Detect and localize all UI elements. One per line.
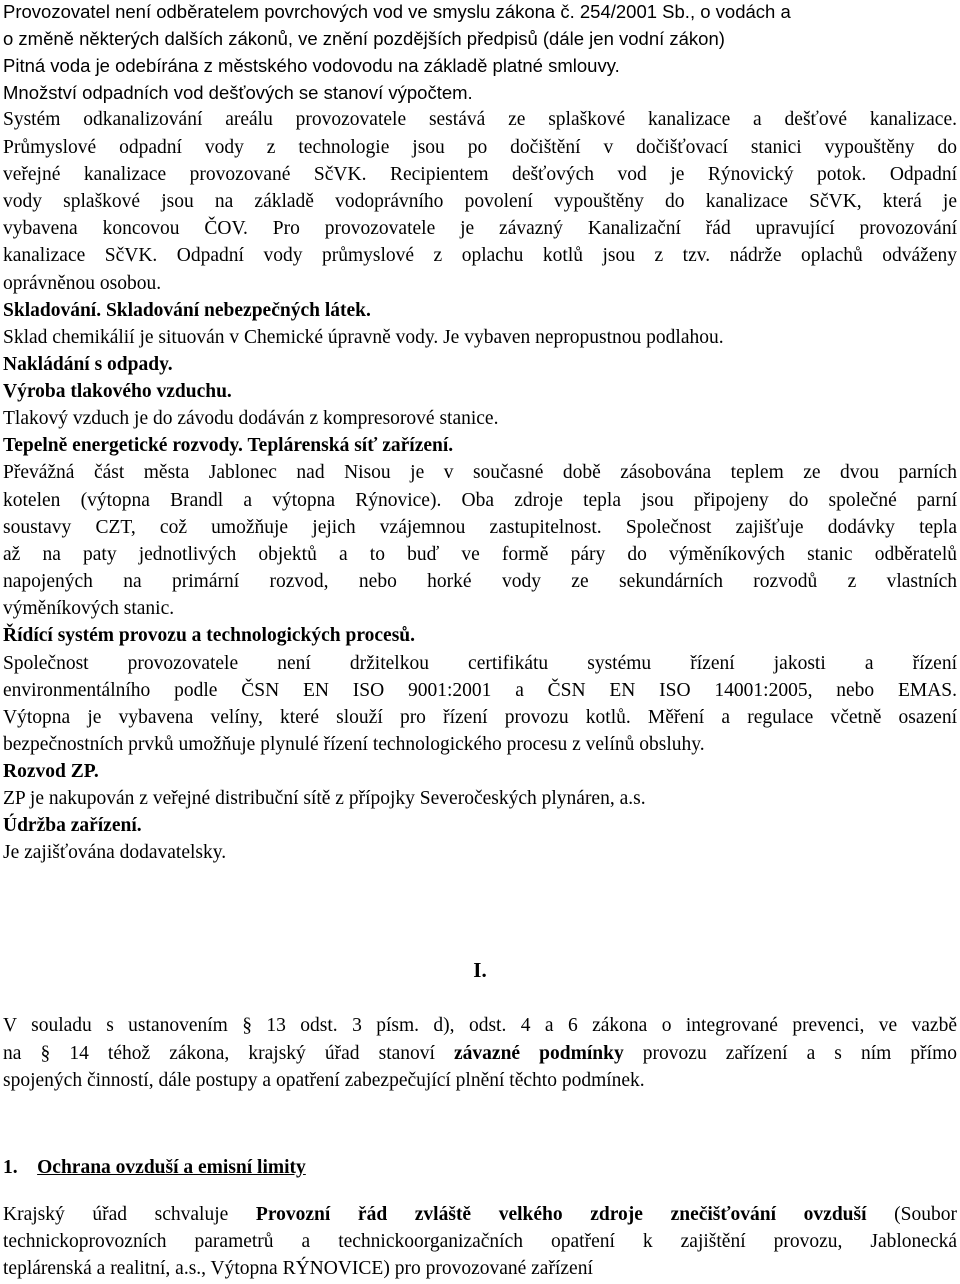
text-line: výměníkových stanic. xyxy=(3,598,175,619)
section-heading: Nakládání s odpady. xyxy=(3,354,173,375)
text-line: Pitná voda je odebírána z městského vodovodu na základě platné smlouvy. xyxy=(3,55,620,76)
text-line: Průmyslové odpadní vody z technologie jsou po dočištění v dočišťovací stanici vypouštěny do xyxy=(3,137,957,158)
bold-term: závazné podmínky xyxy=(454,1043,624,1064)
text-line: Sklad chemikálií je situován v Chemické úpravně vody. Je vybaven nepropustnou podlahou. xyxy=(3,327,724,348)
text-line: teplárenská a realitní, a.s., Výtopna RÝNOVICE) pro provozované zařízení xyxy=(3,1258,593,1279)
section-heading: Údržba zařízení. xyxy=(3,815,142,836)
bold-term: Provozní řád zvláště velkého zdroje znečišťování ovzduší xyxy=(255,1204,867,1225)
text-span: provozu zařízení a s ním přímo xyxy=(623,1043,957,1064)
text-span: na § 14 téhož zákona, krajský úřad stanoví xyxy=(3,1043,455,1064)
section-heading: Rozvod ZP. xyxy=(3,761,99,782)
text-line: napojených na primární rozvod, nebo horké vody ze sekundárních rozvodů z vlastních xyxy=(3,571,957,592)
text-line: vybavena koncovou ČOV. Pro provozovatele je závazný Kanalizační řád upravující provozování xyxy=(3,218,957,239)
text-line: o změně některých dalších zákonů, ve znění pozdějších předpisů (dále jen vodní zákon) xyxy=(3,28,725,49)
text-line: veřejné kanalizace provozované SčVK. Recipientem dešťových vod je Rýnovický potok. Odpadní xyxy=(3,164,957,185)
text-line: Společnost provozovatele není držitelkou certifikátu systému řízení jakosti a řízení xyxy=(3,653,957,674)
text-line: environmentálního podle ČSN EN ISO 9001:2001 a ČSN EN ISO 14001:2005, nebo EMAS. xyxy=(3,680,957,701)
text-span: (Soubor xyxy=(866,1204,958,1225)
section-heading: Výroba tlakového vzduchu. xyxy=(3,381,232,402)
section-heading: Řídící systém provozu a technologických procesů. xyxy=(3,625,416,646)
roman-section-heading: I. xyxy=(473,958,487,982)
text-line: oprávněnou osobou. xyxy=(3,273,162,294)
text-line: technickoprovozních parametrů a technickoorganizačních opatření k zajištění provozu, Jablonecká xyxy=(3,1231,957,1252)
text-line: vody splaškové jsou na základě vodoprávního povolení vypouštěny do kanalizace SčVK, která je xyxy=(3,191,957,212)
subsection-number: 1. xyxy=(3,1157,18,1178)
text-line: Provozovatel není odběratelem povrchových vod ve smyslu zákona č. 254/2001 Sb., o vodách a xyxy=(3,1,791,22)
text-line: spojených činností, dále postupy a opatření zabezpečující plnění těchto podmínek. xyxy=(3,1070,645,1091)
text-line: kanalizace SčVK. Odpadní vody průmyslové z oplachu kotlů jsou z tzv. nádrže oplachů odváženy xyxy=(3,245,957,266)
text-line: Je zajišťována dodavatelsky. xyxy=(3,842,227,863)
text-line: Množství odpadních vod dešťových se stanoví výpočtem. xyxy=(3,82,473,103)
text-line: ZP je nakupován z veřejné distribuční sítě z přípojky Severočeských plynáren, a.s. xyxy=(3,788,646,809)
text-line: Výtopna je vybavena velíny, které slouží pro řízení provozu kotlů. Měření a regulace včetně osazení xyxy=(3,707,957,728)
subsection-heading xyxy=(3,1154,957,1181)
text-line: Tlakový vzduch je do závodu dodáván z kompresorové stanice. xyxy=(3,408,499,429)
text-line: až na paty jednotlivých objektů a to buď ve formě páry do výměníkových stanic odběratelů xyxy=(3,544,957,565)
section-heading: Tepelně energetické rozvody. Teplárenská síť zařízení. xyxy=(3,435,454,456)
text-line: kotelen (výtopna Brandl a výtopna Rýnovice). Oba zdroje tepla jsou připojeny do společné parní xyxy=(3,490,957,511)
text-line xyxy=(3,1201,957,1228)
subsection-title: Ochrana ovzduší a emisní limity xyxy=(37,1157,306,1178)
text-line: Převážná část města Jablonec nad Nisou je v současné době zásobována teplem ze dvou parních xyxy=(3,462,957,483)
section-heading: Skladování. Skladování nebezpečných látek. xyxy=(3,300,371,321)
text-line: Systém odkanalizování areálu provozovatele sestává ze splaškové kanalizace a dešťové kanalizace. xyxy=(3,109,957,130)
text-line xyxy=(3,1040,957,1067)
text-span: Krajský úřad schvaluje xyxy=(3,1204,256,1225)
text-line: V souladu s ustanovením § 13 odst. 3 písm. d), odst. 4 a 6 zákona o integrované prevenci, ve vazbě xyxy=(3,1015,957,1036)
text-line: bezpečnostních prvků umožňuje plynulé řízení technologického procesu z velínů obsluhy. xyxy=(3,734,705,755)
text-line: soustavy CZT, což umožňuje jejich vzájemnou zastupitelnost. Společnost zajišťuje dodávky tepla xyxy=(3,517,957,538)
